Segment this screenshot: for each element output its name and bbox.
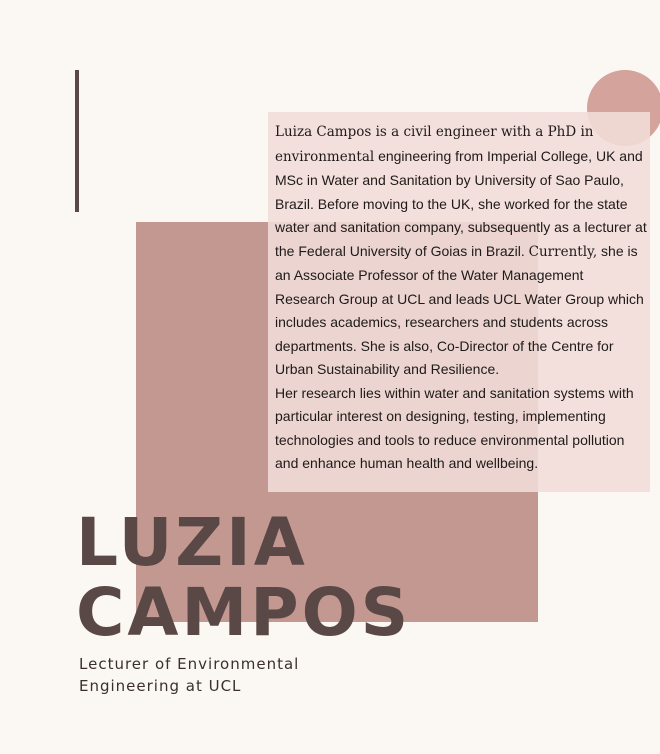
person-last-name: CAMPOS	[76, 574, 412, 651]
bio-text-part1: engineering from Imperial College, UK and MSc in Water and Sanitation by University of Sao Paulo, Brazil. Before moving to the UK, she worked for the state water and sanitation company, subsequently as a lecturer at the Federal University of Goias in Brazil.	[275, 147, 647, 259]
bio-lead-text: Luiza Campos is a civil engineer with a PhD in environmental	[275, 124, 594, 165]
job-title-line2: Engineering at UCL	[79, 677, 242, 695]
decorative-vertical-line	[75, 70, 79, 212]
bio-text-part2: she is an Associate Professor of the Water Management Research Group at UCL and leads UCL Water Group which includes academics, researchers and students across departments. She is also, Co-Director of the Centre for Urban Sustainability and Resilience.	[275, 242, 644, 377]
person-first-name: LUZIA	[76, 504, 308, 581]
bio-research-paragraph: Her research lies within water and sanitation systems with particular interest on designing, testing, implementing technologies and tools to reduce environmental pollution and enhance human health and wellbeing.	[275, 384, 634, 471]
bio-text	[275, 120, 647, 476]
bio-currently-text: Currently,	[528, 243, 598, 260]
job-title	[79, 653, 299, 697]
job-title-line1: Lecturer of Environmental	[79, 655, 300, 673]
person-name	[76, 504, 412, 651]
